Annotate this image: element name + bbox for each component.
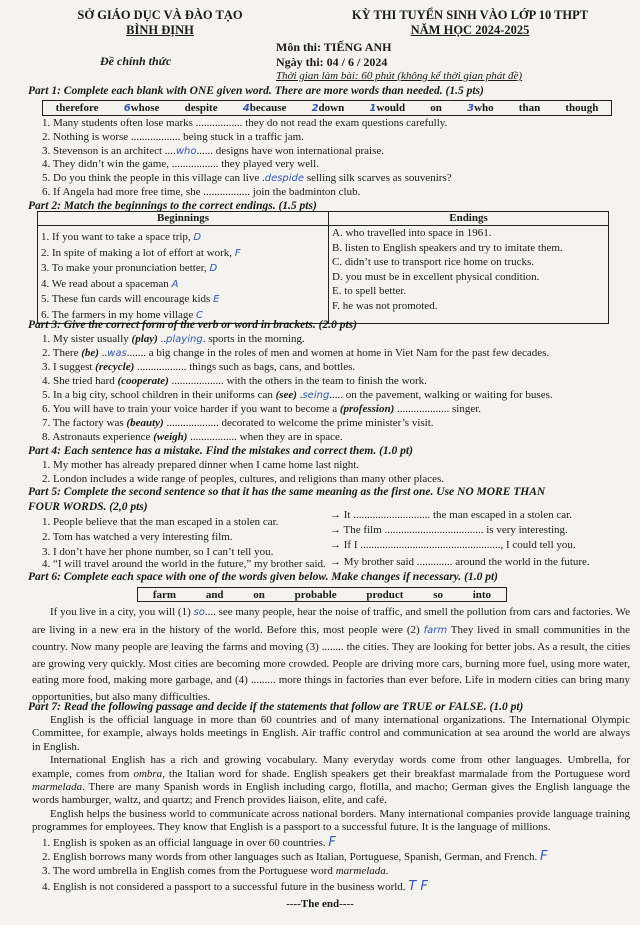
part1-word-box [42, 100, 612, 116]
part1-item: 4. They didn’t win the game, ................. they played very well. [42, 158, 319, 170]
part5-first: 4. “I will travel around the world in the future,” my brother said. [42, 558, 326, 570]
part1-item: 6. If Angela had more free time, she ................. join the badminton club. [42, 186, 361, 198]
word-option: product [366, 588, 404, 601]
duration: Thời gian làm bài: 60 phút (không kể thời gian phát đề) [276, 70, 523, 82]
part5-first: 1. People believe that the man escaped in a stolen car. [42, 516, 279, 528]
part1-title: Part 1: Complete each blank with ONE given word. There are more words than needed. (1.5 pts) [28, 85, 484, 97]
part2-title: Part 2: Match the beginnings to the correct endings. (1.5 pts) [28, 200, 317, 212]
matching-table [37, 211, 609, 324]
part7-title: Part 7: Read the following passage and decide if the statements that follow are TRUE or FALSE. (1.0 pt) [28, 701, 524, 713]
part3-item: 7. The factory was (beauty) ................... decorated to welcome the prime minister’s visit. [42, 417, 434, 429]
part7-item: 1. English is spoken as an official language in over 60 countries. F [42, 835, 336, 850]
passage-paragraph: English is the official language in more than 60 countries and of many international organizations. The International Olympic Committee, for example, always holds meetings in English. Air traffic control and communication at sea around the world are always in English. [32, 714, 630, 753]
exam-date: Ngày thi: 04 / 6 / 2024 [276, 55, 388, 69]
word-option: despite [184, 102, 218, 114]
word-option: 1would [369, 102, 406, 114]
part7-item: 3. The word umbrella in English comes from the Portuguese word marmelada. [42, 865, 389, 877]
passage-paragraph: International English has a rich and growing vocabulary. Many everyday words come from other languages. Umbrella, for example, comes from ombra, the Italian word for shade. English speakers get their breakfast marmalade from the Portuguese word marmelada. There are many Spanish words in English including cargo, flotilla, and macho; German gives the English language the words hamburger, waltz, and quartz; and French provides liaison, elite, and café. [32, 754, 631, 807]
beginnings-cell [38, 226, 329, 324]
school-year: NĂM HỌC 2024-2025 [410, 23, 530, 37]
subject: Môn thi: TIẾNG ANH [276, 40, 392, 54]
endings-header: Endings [329, 212, 609, 226]
part3-item: 4. She tried hard (cooperate) ................... with the others in the team to finish the work. [42, 375, 427, 387]
part1-item: 1. Many students often lose marks ................. they do not read the exam questions carefully. [42, 117, 448, 129]
ending-item: B. listen to English speakers and try to imitate them. [332, 241, 563, 254]
beginning-item: 1. If you want to take a space trip, D [41, 231, 202, 243]
part1-item: 3. Stevenson is an architect ....who...... designs have won international praise. [42, 145, 385, 157]
the-end: ----The end---- [286, 898, 354, 910]
part5-second: → The film .................................... is very interesting. [330, 524, 568, 536]
ending-item: D. you must be in excellent physical condition. [332, 270, 540, 283]
word-option: probable [294, 588, 337, 601]
beginning-item: 2. In spite of making a lot of effort at work, F [41, 246, 241, 259]
part3-item: 1. My sister usually (play) ..playing. sports in the morning. [42, 333, 305, 345]
part7-item: 2. English borrows many words from other languages such as Italian, Portuguese, Spanish, German, and French. F [42, 849, 548, 864]
part5-second: → It ............................ the man escaped in a stolen car. [330, 509, 572, 521]
passage-paragraph: English helps the business world to communicate across national borders. Many international companies provide language training programmes for employees. They know that English is a passport to a successful future. It is the language of millions. [32, 807, 630, 834]
word-option: 3who [467, 102, 494, 114]
part3-item: 8. Astronauts experience (weigh) ................. when they are in space. [42, 431, 343, 443]
part6-word-box [137, 587, 507, 602]
word-option: on [253, 588, 265, 601]
part7-item: 4. English is not considered a passport to a successful future in the business world. T F [42, 879, 428, 894]
part4-item: 2. London includes a wide range of peoples, cultures, and religions than many other places. [42, 473, 444, 485]
part3-item: 3. I suggest (recycle) .................. things such as bags, cans, and bottles. [42, 361, 356, 373]
ending-item: F. he was not promoted. [332, 299, 438, 312]
part5-title: Part 5: Complete the second sentence so that it has the same meaning as the first one. Use NO MORE THAN [28, 486, 546, 498]
ending-item: E. to spell better. [332, 285, 407, 297]
word-option: than [518, 102, 541, 114]
beginning-item: 6. The farmers in my home village C [41, 308, 203, 321]
ending-item: A. who travelled into space in 1961. [332, 227, 492, 239]
part4-title: Part 4: Each sentence has a mistake. Find the mistakes and correct them. (1.0 pt) [28, 445, 413, 457]
part5-first: 2. Tom has watched a very interesting film. [42, 531, 233, 543]
part3-item: 2. There (be) ..was....... a big change in the roles of men and women at home in Viet Nam for the past few decades. [42, 347, 550, 359]
word-option: 4because [242, 102, 287, 114]
part5-second: → If I ..................................................., I could tell you. [330, 539, 576, 551]
word-option: so [433, 588, 443, 601]
beginning-item: 4. We read about a spaceman A [41, 277, 179, 290]
word-option: on [430, 102, 442, 114]
ending-item: C. didn’t use to transport rice home on trucks. [332, 256, 535, 268]
part4-item: 1. My mother has already prepared dinner when I came home last night. [42, 459, 360, 471]
word-option: farm [152, 588, 177, 601]
part5-title-cont: FOUR WORDS. (2,0 pts) [28, 501, 148, 513]
exam-title: KỲ THI TUYỂN SINH VÀO LỚP 10 THPT [351, 8, 589, 22]
part3-item: 6. You will have to train your voice harder if you want to become a (profession) ................... singer. [42, 403, 482, 415]
part7-passage [32, 714, 630, 835]
endings-cell [329, 226, 609, 324]
department-name: SỞ GIÁO DỤC VÀ ĐÀO TẠO [77, 8, 243, 22]
word-option: into [472, 588, 492, 601]
part5-first: 3. I don’t have her phone number, so I can’t tell you. [42, 546, 274, 558]
official-label: Đề chính thức [100, 54, 172, 68]
part6-passage: If you live in a city, you will (1) so.... see many people, hear the noise of traffic, and smell the pollution from cars and factories. We are living in a new era in the history of the world. Before this, most people were (2) farm They lived in small communities in the country. Now many people are leaving the farms and moving (3) ........ the cities. They are looking for better jobs. As a result, the cities are growing very quickly. Most cities are becoming more crowded. People are driving more cars, burning more fuel, using more water, eating more food, making more garbage, and (4) ......... more things in factories than ever before. Life in modern cities can bring many opportunities, but also many difficulties. [32, 606, 630, 703]
word-option: therefore [55, 102, 99, 114]
part1-item: 5. Do you think the people in this village can live .despide selling silk scarves as souvenirs? [42, 172, 452, 184]
word-option: 6whose [123, 102, 160, 114]
beginning-item: 5. These fun cards will encourage kids E [41, 293, 220, 305]
province-name: BÌNH ĐỊNH [126, 23, 194, 37]
beginnings-header: Beginnings [38, 212, 329, 226]
part1-item: 2. Nothing is worse .................. being stuck in a traffic jam. [42, 131, 304, 143]
part6-title: Part 6: Complete each space with one of the words given below. Make changes if necessary. (1.0 pt) [28, 571, 498, 583]
word-option: 2down [311, 102, 345, 114]
word-option: though [565, 102, 599, 114]
beginning-item: 3. To make your pronunciation better, D [41, 262, 218, 274]
part3-item: 5. In a big city, school children in their uniforms can (see) .seing..... on the pavement, walking or waiting for buses. [42, 389, 553, 401]
word-option: and [205, 588, 224, 601]
part5-second: → My brother said ............. around the world in the future. [330, 556, 590, 568]
part3-title: Part 3: Give the correct form of the verb or word in brackets. (2.0 pts) [28, 319, 357, 331]
